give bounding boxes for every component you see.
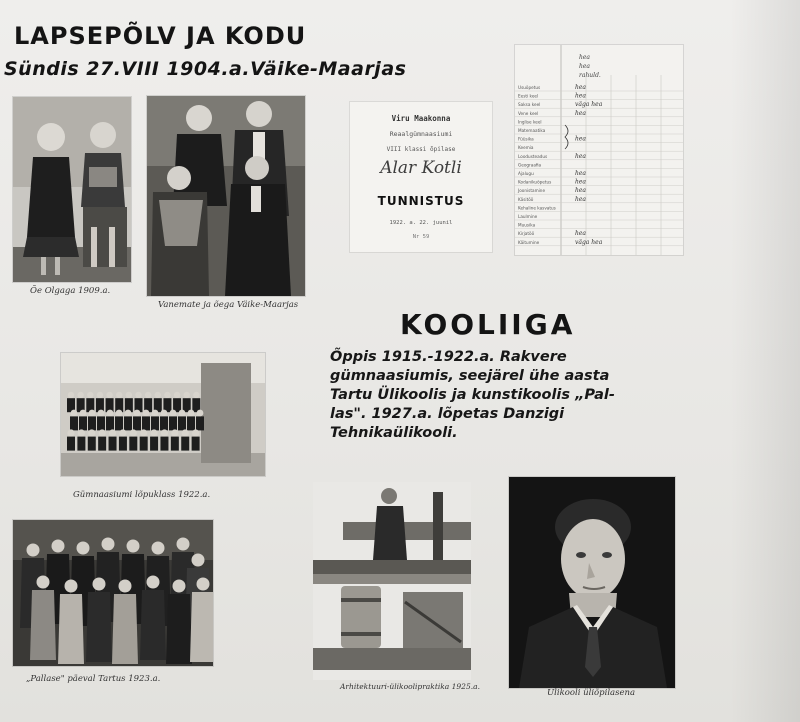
photo-student-portrait-image <box>509 477 675 688</box>
pallas-person-head <box>197 578 210 591</box>
class-person-body <box>151 416 159 430</box>
pallas-person-head <box>192 554 205 567</box>
class-person-head <box>99 429 106 436</box>
class-person-head <box>179 410 186 417</box>
grades-subject: Käsitöö <box>518 196 534 202</box>
class-person-body <box>196 416 204 430</box>
certificate-document <box>350 102 492 252</box>
class-person-body <box>187 416 195 430</box>
class-person-body <box>98 437 106 451</box>
grades-header-mark: rahuld. <box>579 72 601 79</box>
class-person-head <box>87 392 93 398</box>
grades-mark: hea <box>575 92 586 100</box>
pallas-person-head <box>152 542 165 555</box>
photo-pallas-image <box>13 520 213 666</box>
class-person-head <box>140 429 147 436</box>
class-person-head <box>161 429 168 436</box>
class-person-body <box>70 416 78 430</box>
class-person-body <box>169 416 177 430</box>
class-person-body <box>97 416 105 430</box>
class-person-head <box>134 410 141 417</box>
class-person-head <box>107 410 114 417</box>
school-text-line-4: las". 1927.a. lõpetas Danzigi <box>330 406 565 422</box>
grades-subject: Käitumine <box>518 239 540 245</box>
certificate-title: TUNNISTUS <box>377 194 465 208</box>
class-person-head <box>193 392 199 398</box>
class-person-head <box>155 392 161 398</box>
class-person-head <box>182 429 189 436</box>
heading-birth: Sündis 27.VIII 1904.a.Väike-Maarjas <box>4 58 407 80</box>
grades-subject: Saksa keel <box>518 102 541 108</box>
class-person-head <box>150 429 157 436</box>
class-person-head <box>125 410 132 417</box>
class-person-body <box>88 437 96 451</box>
class-person-head <box>97 392 103 398</box>
photo-pallas <box>13 520 213 666</box>
grades-subject: Keemia <box>518 145 534 151</box>
class-person-head <box>67 429 74 436</box>
grades-mark: hea <box>575 178 586 186</box>
heading-childhood: LAPSEPÕLV JA KODU <box>14 22 307 50</box>
class-person-body <box>150 437 158 451</box>
grades-mark: hea <box>575 187 586 195</box>
class-person-body <box>88 416 96 430</box>
grades-mark: hea <box>575 195 586 203</box>
pallas-person-head <box>173 580 186 593</box>
caption-gymnasium: Gümnaasiumi lõpuklass 1922.a. <box>73 490 211 500</box>
photo-gymnasium-class-image <box>61 353 265 476</box>
class-person-head <box>130 429 137 436</box>
heading-school: KOOLIIGA <box>400 308 576 341</box>
class-person-head <box>184 392 190 398</box>
class-person-body <box>171 437 179 451</box>
pallas-person-head <box>102 538 115 551</box>
class-person-head <box>116 410 123 417</box>
grades-subject: Inglise keel <box>518 119 542 125</box>
photo-practice <box>313 482 471 680</box>
class-person-body <box>129 437 137 451</box>
photo-children-image <box>13 97 131 282</box>
pallas-person-head <box>65 580 78 593</box>
class-person-body <box>79 416 87 430</box>
pallas-person-head <box>127 540 140 553</box>
class-person-body <box>124 416 132 430</box>
grades-subject: Geograafia <box>518 162 542 168</box>
pallas-person-head <box>27 544 40 557</box>
grades-subject: Kirjatöö <box>518 231 535 237</box>
pallas-person-head <box>119 580 132 593</box>
caption-student: Ülikooli üliõpilasena <box>547 688 636 698</box>
grades-mark: hea <box>575 109 586 117</box>
class-person-head <box>164 392 170 398</box>
class-person-body <box>142 416 150 430</box>
class-person-head <box>88 429 95 436</box>
pallas-person-body <box>86 592 112 662</box>
pallas-person-head <box>77 542 90 555</box>
pallas-person-head <box>93 578 106 591</box>
grades-document <box>515 45 683 255</box>
pallas-person-body <box>58 594 84 664</box>
class-person-head <box>106 392 112 398</box>
class-person-head <box>170 410 177 417</box>
caption-pallas: „Pallase" päeval Tartus 1923.a. <box>26 674 161 684</box>
school-text-line-5: Tehnikaülikooli. <box>330 425 458 441</box>
class-person-head <box>135 392 141 398</box>
photo-children <box>13 97 131 282</box>
grades-subject: Eesti keel <box>518 93 539 99</box>
grades-mark: hea <box>575 135 586 143</box>
grades-mark: hea <box>575 170 586 177</box>
class-person-body <box>119 437 127 451</box>
grades-mark: hea <box>575 152 586 160</box>
class-person-head <box>119 429 126 436</box>
class-person-body <box>77 437 85 451</box>
grades-subject: Laulmine <box>518 214 538 219</box>
certificate-date: 1922. a. 22. juunil <box>389 220 453 226</box>
caption-parents: Vanemate ja õega Väike-Maarjas <box>158 300 299 310</box>
grades-mark: väga hea <box>575 238 603 246</box>
grades-subject: Kodanikuõpetus <box>518 179 552 185</box>
class-person-head <box>68 392 74 398</box>
pallas-person-body <box>166 594 192 664</box>
class-person-head <box>109 429 116 436</box>
class-person-head <box>78 429 85 436</box>
class-person-body <box>160 416 168 430</box>
class-person-body <box>178 416 186 430</box>
class-person-head <box>197 410 204 417</box>
photo-family-image <box>147 96 305 296</box>
certificate-student-name: Alar Kotli <box>380 158 462 178</box>
grades-header-mark: hea <box>579 63 590 70</box>
class-person-head <box>143 410 150 417</box>
grades-subject: Joonistamine <box>518 188 546 194</box>
pallas-person-body <box>140 590 166 660</box>
grades-subject: Muusika <box>518 222 536 228</box>
class-person-body <box>109 437 117 451</box>
grades-subject: Matemaatika <box>518 128 546 133</box>
certificate-class: VIII klassi õpilase <box>386 146 456 153</box>
grades-subject: Vene keel <box>518 110 539 116</box>
class-person-head <box>152 410 159 417</box>
grades-subject: Loodusteadus <box>518 153 548 159</box>
class-person-head <box>77 392 83 398</box>
grades-subject: Füüsika <box>518 136 534 142</box>
board-shadow <box>730 0 800 722</box>
pallas-person-head <box>52 540 65 553</box>
class-person-head <box>192 429 199 436</box>
class-person-head <box>80 410 87 417</box>
class-person-head <box>126 392 132 398</box>
class-person-body <box>67 437 75 451</box>
school-text <box>330 348 620 443</box>
class-person-head <box>174 392 180 398</box>
class-person-body <box>115 416 123 430</box>
class-person-head <box>171 429 178 436</box>
certificate-number: Nr 59 <box>412 234 430 240</box>
pallas-person-head <box>147 576 160 589</box>
pallas-person-body <box>30 590 56 660</box>
grades-mark: hea <box>575 84 586 91</box>
grades-subject: Kehaline kasvatus <box>518 205 556 211</box>
certificate-school: Reaalgümnaasiumi <box>389 130 453 138</box>
school-text-line-1: Õppis 1915.-1922.a. Rakvere <box>330 349 567 365</box>
photo-gymnasium-class <box>61 353 265 476</box>
class-person-head <box>89 410 96 417</box>
pallas-person-head <box>177 538 190 551</box>
school-text-line-2: gümnaasiumis, seejärel ühe aasta <box>330 368 610 384</box>
class-person-head <box>188 410 195 417</box>
certificate-county: Viru Maakonna <box>391 114 451 123</box>
class-person-head <box>145 392 151 398</box>
photo-student-portrait <box>509 477 675 688</box>
class-person-body <box>106 416 114 430</box>
school-text-line-3: Tartu Ülikoolis ja kunstikoolis „Pal- <box>330 387 615 403</box>
grades-mark: hea <box>575 230 586 238</box>
pallas-person-body <box>190 592 213 662</box>
class-person-body <box>160 437 168 451</box>
class-person-head <box>161 410 168 417</box>
grades-subject: Ajalugu <box>518 171 534 176</box>
grades-subject: Usuõpetus <box>518 85 541 90</box>
pallas-person-head <box>37 576 50 589</box>
photo-family <box>147 96 305 296</box>
class-person-head <box>98 410 105 417</box>
class-person-head <box>116 392 122 398</box>
grades-bracket <box>565 125 568 149</box>
grades-header-mark: hea <box>579 54 590 61</box>
grades-table <box>515 45 683 255</box>
class-person-head <box>71 410 78 417</box>
class-person-body <box>140 437 148 451</box>
photo-practice-image <box>313 482 471 680</box>
class-person-body <box>181 437 189 451</box>
caption-practice: Arhitektuuri-ülikoolipraktika 1925.a. <box>340 682 480 691</box>
grades-mark: väga hea <box>575 101 603 109</box>
class-person-body <box>192 437 200 451</box>
class-person-body <box>133 416 141 430</box>
pallas-person-body <box>112 594 138 664</box>
caption-sister: Õe Olgaga 1909.a. <box>30 286 111 296</box>
